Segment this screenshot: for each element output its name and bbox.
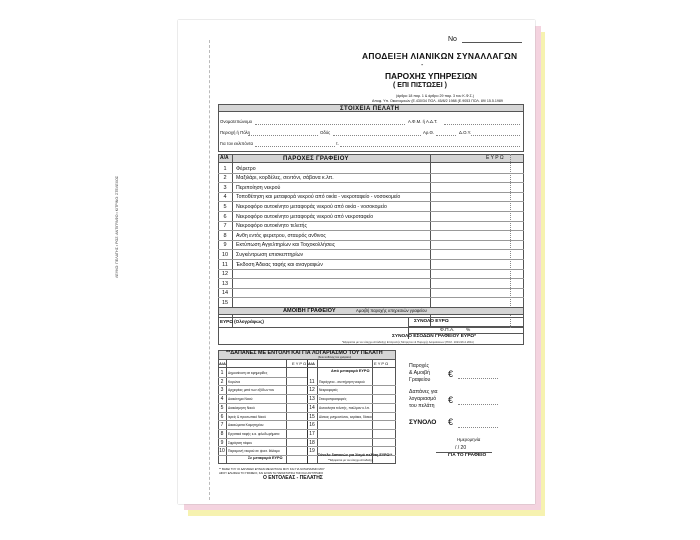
expense-left-row-text: Αρχιερέας μετά των εξόδων του — [228, 388, 275, 393]
expense-right-amount-field[interactable] — [373, 403, 395, 412]
expense-left-amount-field[interactable] — [287, 385, 307, 394]
customer-area-label: Περιοχή ή Πόλη — [220, 130, 251, 135]
service-row-amount-field[interactable] — [431, 269, 523, 279]
service-row-amount-field[interactable] — [431, 221, 523, 231]
customer-street-field[interactable] — [333, 135, 421, 136]
summary-expenses-2: λογαριασμό — [409, 396, 437, 402]
expense-right-row-text: Σταυροπροσφορές — [319, 397, 347, 402]
expense-right-row-number: 15 — [309, 413, 315, 420]
fee-vat-percent: % — [466, 328, 471, 333]
expense-left-amount-field[interactable] — [287, 446, 307, 455]
service-row-amount-field[interactable] — [431, 259, 523, 269]
fee-income-total-label: ΣΥΝΟΛΟ ΕΣΟΔΩΝ ΓΡΑΦΕΙΟΥ ΕΥΡΩ* — [392, 334, 477, 339]
summary-services-1: Παροχές — [409, 363, 429, 369]
expense-left-row-text: Δημοσίευση σε εφημερίδες — [228, 371, 268, 375]
expenses-right-from: Από μεταφορά ΕΥΡΩ — [331, 369, 370, 373]
expenses-header: **ΔΑΠΑΝΕΣ ΜΕ ΕΝΤΟΛΗ ΚΑΙ ΓΙΑ ΛΟΓΑΡΙΑΣΜΟ ΤΟΥ ΠΕΛΑΤΗ — [226, 350, 383, 356]
customer-afm-label: Α.Φ.Μ. ή Α.Δ.Τ. — [408, 119, 438, 124]
service-row-amount-field[interactable] — [431, 297, 523, 307]
expense-left-row-text: Δικαιώματα Κοιμητηρίου — [228, 423, 264, 428]
fee-vat-label: Φ.Π.Α. — [440, 328, 455, 333]
for-office-label: ΓΙΑ ΤΟ ΓΡΑΦΕΙΟ — [448, 453, 487, 458]
service-row-text: Μαξιλάρι, κορδέλες, σεντόνι, σάβανα κ.λπ. — [236, 175, 334, 182]
service-row-amount-field[interactable] — [431, 249, 523, 259]
expense-left-amount-field[interactable] — [287, 368, 307, 377]
service-row-amount-field[interactable] — [431, 230, 523, 240]
expenses-footnote-2: ΑΦΟΥ ΕΛΗΦΘΗ ΤΟ ΓΡΑΦΕΙΟ, ΚΑΙ ΕΧΩΝ ΤΑ ΠΑΡΑΣΤΑΤΙΚΑ ΤΩΝ ΚΑΙ ΑΝΤΙΓΡΑΦΟ — [219, 471, 324, 475]
summary-services-field[interactable] — [458, 378, 498, 379]
expenses-right-total: Σύνολο δαπανών για λ/σμό πελάτη ΕΥΡΩ** — [318, 453, 393, 457]
expenses-left-col-euro: Ε Υ Ρ Ω — [292, 361, 307, 366]
receipt-form — [115, 20, 535, 504]
legal-note-1: (άρθρο 18 παρ. 1 & άρθρο 29 παρ. 3 του Κ.Φ.Σ.) — [396, 94, 475, 98]
expense-right-amount-field[interactable] — [373, 385, 395, 394]
expenses-header-sub: (Άνευ ευθύνης του γραφείου) — [318, 356, 352, 360]
perforation-line — [209, 40, 210, 500]
expense-left-row-text: Ιερείς & προσωπικό Ναού — [228, 414, 266, 419]
service-row-amount-field[interactable] — [431, 192, 523, 202]
summary-services-3: Γραφείου — [409, 377, 431, 383]
copy-legend: ΛΕΥΚΟ: ΠΕΛΑΤΗΣ • ΡΟΖ: ΑΝΤΙΓΡΑΦΟ • ΚΙΤΡΙΝΟ: ΣΤΕΛΕΧΟΣ — [115, 175, 119, 278]
customer-afm-field[interactable] — [444, 124, 520, 125]
customer-number-field[interactable] — [436, 135, 456, 136]
expense-left-row-number: 10 — [219, 448, 225, 455]
expense-left-amount-field[interactable] — [287, 438, 307, 447]
customer-header: ΣΤΟΙΧΕΙΑ ΠΕΛΑΤΗ — [340, 105, 400, 112]
title-line2: ΠΑΡΟΧΗΣ ΥΠΗΡΕΣΙΩΝ — [385, 71, 478, 81]
deceased-label: Για τον εκλιπόντα — [220, 141, 253, 146]
expense-left-row-text: Διακόνημα Ναού — [228, 397, 253, 402]
customer-doy-label: Δ.Ο.Υ. — [459, 130, 472, 135]
expense-left-amount-field[interactable] — [287, 403, 307, 412]
summary-services-2: & Αμοιβή — [409, 370, 430, 376]
service-row-amount-field[interactable] — [431, 240, 523, 250]
expense-left-row-text: Διακόσμηση Ναού — [228, 405, 255, 410]
expenses-footnote-1: ** ΒΑΣΕΙ ΤΟΥ ΟΙ ΔΑΠΑΝΕΣ ΕΓΙΝΑΝ ΜΕ ΕΝΤΟΛΗ ΜΟΥ ΚΑΙ ΓΙΑ ΛΟΓΑΡΙΑΣΜΟ ΜΟΥ — [219, 467, 325, 471]
service-row-amount-field[interactable] — [431, 288, 523, 298]
summary-total-label: ΣΥΝΟΛΟ — [409, 419, 437, 426]
number-line — [462, 42, 522, 43]
service-row-amount-field[interactable] — [431, 182, 523, 192]
expense-right-amount-field[interactable] — [373, 420, 395, 429]
expense-left-amount-field[interactable] — [287, 412, 307, 421]
expense-left-row-text: Εργατικά ταφής κ.α. φιλοδωρήματα — [228, 431, 280, 436]
customer-name-field[interactable] — [255, 124, 405, 125]
date-value[interactable]: / / 20 — [455, 445, 467, 451]
service-row-text: Περιποίηση νεκρού — [236, 184, 281, 191]
customer-number-label: Αρ.Θ. — [423, 130, 435, 135]
services-col-euro: Ε Υ Ρ Ω — [486, 155, 504, 161]
service-row-number: 10 — [221, 251, 229, 258]
summary-expenses-field[interactable] — [458, 404, 498, 405]
summary-total-field[interactable] — [458, 427, 498, 428]
expense-right-row-number: 19 — [309, 448, 315, 455]
expense-right-row-number: 16 — [309, 422, 315, 429]
expenses-right-total-note: **Εξαιρείται με τον έλεγχο Απόδειξης — [328, 458, 374, 462]
service-row-text: Έκδοση Άδειας ταφής και αναγραφών — [236, 261, 323, 268]
signature-label: Ο ΕΝΤΟΛΕΑΣ - ΠΕΛΑΤΗΣ — [263, 475, 323, 481]
customer-doy-field[interactable] — [471, 135, 520, 136]
deceased-field[interactable] — [255, 146, 335, 147]
customer-street-label: Οδός — [320, 130, 331, 135]
service-row-number: 11 — [222, 261, 228, 268]
service-row-text: Συγκέντρωση επισκεπτηρίων — [236, 251, 304, 258]
service-row-number: 9 — [223, 242, 227, 249]
title-line3: ( ΕΠΙ ΠΙΣΤΩΣΕΙ ) — [393, 82, 447, 89]
service-row-number: 6 — [223, 213, 227, 220]
service-row-number: 15 — [221, 299, 229, 306]
expense-right-row-number: 12 — [309, 387, 315, 394]
expense-left-row-number: 2 — [220, 378, 224, 385]
expense-left-row-text: Κορώνα — [228, 379, 240, 384]
service-row-number: 3 — [223, 184, 227, 191]
expense-left-row-number: 5 — [220, 404, 224, 411]
fee-label: ΑΜΟΙΒΗ ΓΡΑΦΕΙΟΥ — [283, 307, 336, 314]
service-row-text: Τοποθέτηση και μεταφορά νεκρού από οικία - νεκροταφείο - νοσοκομείο — [236, 194, 401, 201]
services-divider-aa — [232, 154, 233, 328]
expense-left-amount-field[interactable] — [287, 394, 307, 403]
service-row-number: 13 — [221, 280, 229, 287]
summary-expenses-1: Δαπάνες για — [409, 389, 438, 395]
services-col-title: ΠΑΡΟΧΕΣ ΓΡΑΦΕΙΟΥ — [283, 155, 349, 162]
expenses-right-col-aa: Α/Α — [308, 361, 315, 366]
service-row-text: Νεκροφόρο αυτοκίνητο μεταφοράς νεκρού από νεκροταφείο — [236, 213, 374, 220]
service-row-amount-field[interactable] — [431, 278, 523, 288]
expense-left-row-number: 3 — [220, 387, 224, 394]
service-row-text: Ανθη εντός φερετρου, σταυρός ανθινος — [236, 232, 326, 239]
service-row-text: Φέρετρο — [236, 165, 256, 172]
fee-euro-words-label: ΕΥΡΩ (Ολογράφως) — [220, 319, 264, 324]
service-row-number: 4 — [223, 194, 227, 201]
fee-footnote: *Εξαιρείται με τον έλεγχο Απόδειξης Επιτροπής Μετρητών & Παροχής Ασφαλίσεων (ΠΟΛ. 1021/16.2.2011) — [342, 339, 474, 344]
expense-right-row-number: 17 — [309, 430, 315, 437]
title-dash: - — [421, 62, 424, 69]
expense-right-row-text: Νεκροφορείς — [319, 388, 338, 393]
expense-right-amount-field[interactable] — [373, 438, 395, 447]
expenses-left-transfer: Σε μεταφορά ΕΥΡΩ — [248, 456, 283, 460]
service-row-number: 8 — [223, 232, 227, 239]
expense-right-row-number: 18 — [309, 439, 315, 446]
summary-euro-1: € — [448, 369, 454, 379]
service-row-amount-field[interactable] — [431, 163, 523, 173]
customer-name-label: Ονοματεπώνυμο — [220, 119, 253, 124]
service-row-amount-field[interactable] — [431, 211, 523, 221]
expense-right-amount-field[interactable] — [373, 394, 395, 403]
service-row-text: Εκτύπωση Αγγελτηρίων και Τοιχοκολλήσεις — [236, 242, 336, 249]
expenses-subheader-line — [218, 367, 396, 368]
summary-euro-3: € — [448, 417, 454, 427]
expense-left-row-number: 7 — [220, 422, 224, 429]
legal-note-2: Αποφ. Υπ. Οικονομικών (Ε.430/34 ΠΟΛ. 45/8/2 1988 (Ε.9053 ΠΟΛ. 89/ 15.5.1989 — [372, 99, 503, 103]
title-line1: ΑΠΟΔΕΙΞΗ ΛΙΑΝΙΚΩΝ ΣΥΝΑΛΛΑΓΩΝ — [362, 51, 518, 61]
expense-left-row-text: Σφράγιση τάφου — [228, 440, 253, 445]
service-row-number: 5 — [223, 203, 227, 210]
expense-left-row-number: 1 — [220, 370, 224, 376]
services-header-bar — [218, 154, 524, 163]
expense-left-amount-field[interactable] — [287, 420, 307, 429]
fee-total-euro-label: ΣΥΝΟΛΟ ΕΥΡΩ — [414, 319, 449, 324]
service-row-number: 7 — [223, 223, 227, 230]
deceased-t-label: τ. — [336, 141, 339, 146]
expense-right-row-text: Παράγγειο - συντήρηση νεκρού — [319, 379, 365, 384]
expense-left-row-text: Παραμονή νεκρού σε ψυκτ. θάλαμο — [228, 449, 280, 454]
expense-left-amount-field[interactable] — [287, 377, 307, 386]
service-row-number: 14 — [221, 290, 229, 297]
customer-area-field[interactable] — [248, 135, 318, 136]
service-row-number: 12 — [221, 271, 229, 278]
service-row-text: Νεκροφόρο αυτοκίνητο μεταφοράς νεκρού από οικία - νοσοκομείο — [236, 203, 387, 210]
expense-right-row-text: Αυτοκίνητα τελετής, πούλμαν κ.λπ. — [319, 405, 370, 410]
summary-expenses-3: του πελάτη — [409, 403, 435, 409]
expenses-right-col-euro: Ε Υ Ρ Ω — [374, 361, 389, 366]
expense-left-amount-field[interactable] — [287, 429, 307, 438]
expense-right-row-number: 11 — [309, 378, 315, 385]
expense-right-amount-field[interactable] — [373, 429, 395, 438]
summary-euro-2: € — [448, 395, 454, 405]
expense-left-row-number: 4 — [220, 396, 224, 403]
fee-line-1 — [408, 326, 524, 327]
expense-right-row-number: 14 — [309, 404, 315, 411]
fee-sublabel: Αμοιβή παροχής υπηρεσιών γραφείου — [356, 308, 427, 313]
expense-right-amount-field[interactable] — [373, 377, 395, 386]
date-label: Ημερομηνία — [457, 437, 481, 442]
expense-right-row-text: Δίσκος μνημοσύνου, κεράκια, δίσκοι — [319, 414, 372, 419]
expense-right-amount-field[interactable] — [373, 412, 395, 421]
expense-right-row-number: 13 — [309, 396, 315, 403]
service-row-number: 2 — [223, 175, 227, 182]
service-row-number: 1 — [223, 165, 227, 172]
number-label: No — [448, 36, 457, 43]
expense-left-row-number: 8 — [220, 430, 224, 437]
services-col-aa: Α/Α — [220, 155, 229, 161]
deceased-t-field[interactable] — [340, 146, 520, 147]
expense-left-row-number: 6 — [220, 413, 224, 420]
expense-left-row-number: 9 — [220, 439, 224, 446]
service-row-text: Νεκροφόρο αυτοκίνητο τελετής — [236, 223, 307, 230]
service-row-amount-field[interactable] — [431, 173, 523, 183]
expenses-left-col-aa: Α/Α — [219, 361, 226, 366]
service-row-amount-field[interactable] — [431, 201, 523, 211]
